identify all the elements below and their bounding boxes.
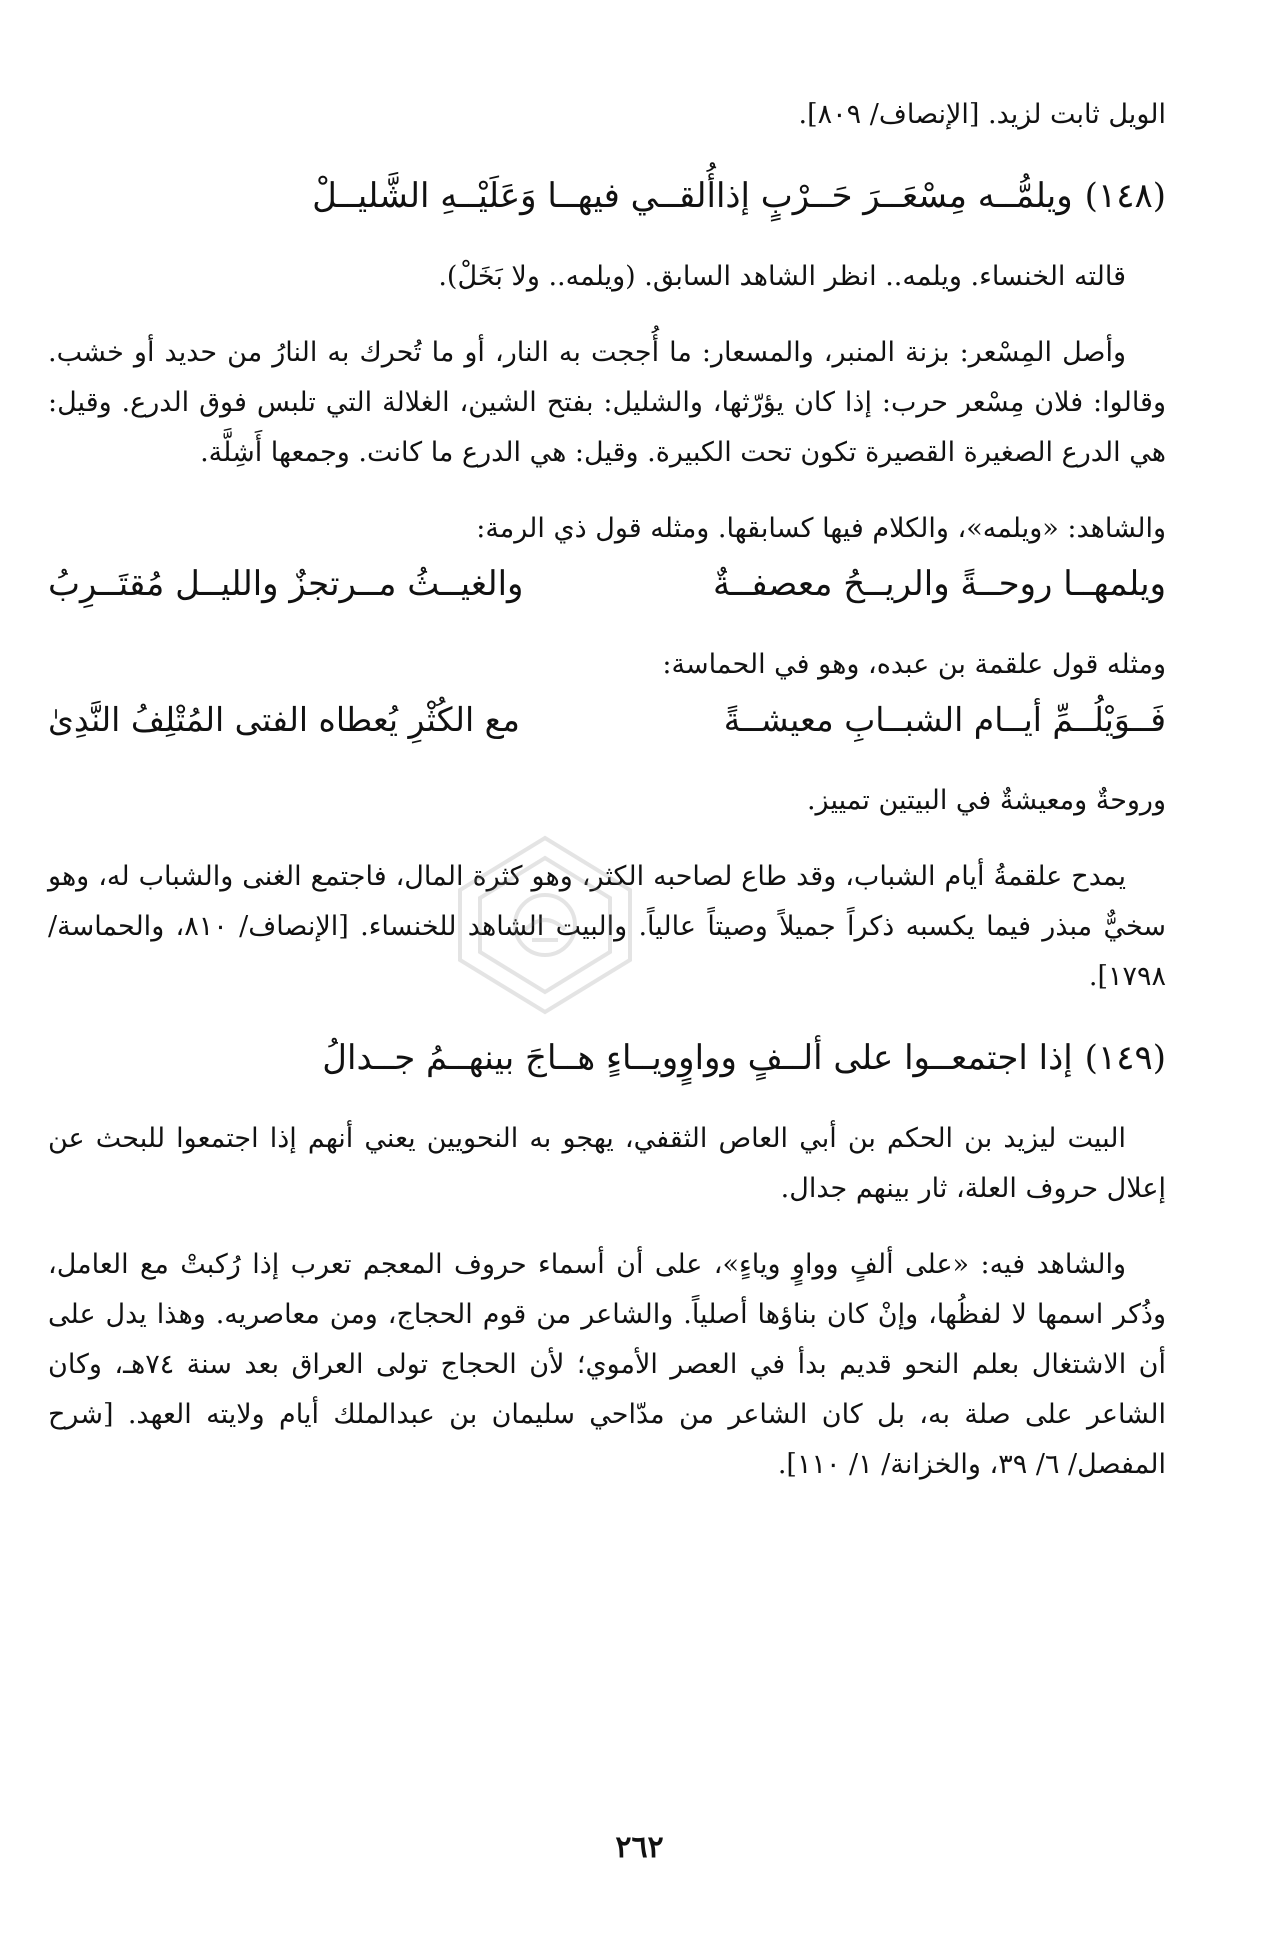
spacer <box>48 1214 1166 1240</box>
spacer <box>48 226 1166 252</box>
paragraph-tamyiz-note: وروحةٌ ومعيشةٌ في البيتين تمييز. <box>806 785 1166 816</box>
paragraph-explanation: وأصل المِسْعر: بزنة المنبر، والمسعار: ما أُججت به النار، أو ما تُحرك به النارُ من حديد أو خشب. وقالوا: فلان مِسْعر حرب: إذا كان يؤرّثها، والشليل: بفتح الشين، الغلالة التي تلبس فوق الدرع. وقيل: هي الدرع الصغيرة القصيرة تكون تحت الكبيرة. وقيل: هي الدرع ما كانت. وجمعها أَشِلَّة. <box>48 337 1166 468</box>
paragraph-continuation: الويل ثابت لزيد. [الإنصاف/ ٨٠٩]. <box>798 99 1166 130</box>
spacer <box>48 302 1166 328</box>
verse-number: (١٤٩) <box>1084 1038 1166 1078</box>
page-number: ٢٦٢ <box>615 1830 664 1865</box>
verse-alqama <box>48 690 1166 750</box>
verse-first-hemistich: فَــوَيْلُــمِّ أيــام الشبــابِ معيشــةً <box>723 700 1166 739</box>
verse-second-hemistich: ويــاءٍ هــاجَ بينهــمُ جــدالُ <box>322 1038 679 1078</box>
spacer <box>48 614 1166 640</box>
spacer <box>48 140 1166 166</box>
library-seal-watermark-icon <box>440 830 650 1020</box>
spacer <box>48 750 1166 776</box>
verse-148 <box>48 166 1166 226</box>
verse-second-hemistich: أُلقــي فيهــا وَعَلَيْــهِ الشَّليــلْ <box>312 176 716 216</box>
verse-second-hemistich: والغيــثُ مــرتجزٌ والليــل مُقتَــرِبُ <box>48 564 524 604</box>
verse-first-hemistich: ويلمهــا روحــةً والريــحُ معصفــةٌ <box>713 564 1166 604</box>
verse-first-hemistich: ويلمُّــه مِسْعَــرَ حَــرْبٍ إذا <box>715 176 1073 216</box>
document-page <box>48 90 1166 1490</box>
verse-dhu-rumma <box>48 554 1166 614</box>
verse-first-hemistich: إذا اجتمعــوا على ألــفٍ وواوٍ <box>678 1038 1073 1078</box>
paragraph-shahid: والشاهد: «ويلمه»، والكلام فيها كسابقها. ومثله قول ذي الرمة: <box>476 513 1166 544</box>
paragraph-alqama-intro: ومثله قول علقمة بن عبده، وهو في الحماسة: <box>662 649 1166 680</box>
verse-149 <box>48 1028 1166 1088</box>
paragraph-149-explanation: البيت ليزيد بن الحكم بن أبي العاص الثقفي، يهجو به النحويين يعني أنهم إذا اجتمعوا للبحث عن إعلال حروف العلة، ثار بينهم جدال. <box>48 1123 1166 1204</box>
verse-second-hemistich: مع الكُثْرِ يُعطاه الفتى المُتْلِفُ النَّدِىٰ <box>48 700 520 739</box>
paragraph-source: قالته الخنساء. ويلمه.. انظر الشاهد السابق. (ويلمه.. ولا بَخَلْ). <box>438 261 1126 292</box>
paragraph-149-shahid: والشاهد فيه: «على ألفٍ وواوٍ وياءٍ»، على أن أسماء حروف المعجم تعرب إذا رُكبتْ مع العامل، وذُكر اسمها لا لفظُها، وإنْ كان بناؤها أصلياً. والشاعر من قوم الحجاج، ومن معاصريه. وهذا يدل على أن الاشتغال بعلم النحو قديم بدأ في العصر الأموي؛ لأن الحجاج تولى العراق بعد سنة ٧٤هـ، وكان الشاعر على صلة به، بل كان الشاعر من مدّاحي سليمان بن عبدالملك أيام ولايته العهد. [شرح المفصل/ ٦/ ٣٩، والخزانة/ ١/ ١١٠]. <box>48 1249 1166 1480</box>
spacer <box>48 478 1166 504</box>
spacer <box>48 1088 1166 1114</box>
paragraph-alqama-explanation: يمدح علقمةُ أيام الشباب، وقد طاع لصاحبه الكثر، وهو كثرة المال، فاجتمع الغنى والشباب له، وهو سخيٌّ مبذر فيما يكسبه ذكراً جميلاً وصيتاً عالياً. والبيت الشاهد للخنساء. [الإنصاف/ ٨١٠، والحماسة/ ١٧٩٨]. <box>48 861 1167 992</box>
verse-number: (١٤٨) <box>1084 176 1166 216</box>
